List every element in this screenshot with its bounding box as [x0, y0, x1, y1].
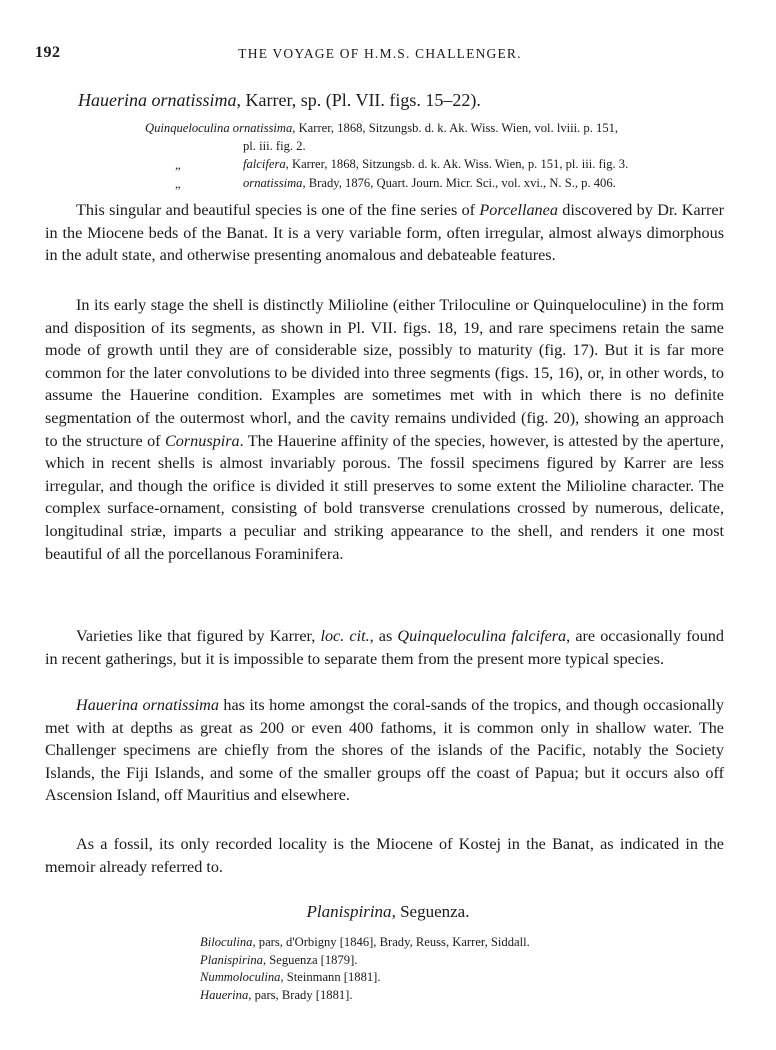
genus-authority: , Seguenza.: [391, 902, 470, 921]
synonym-reference: pl. iii. fig. 2.: [243, 139, 306, 153]
genus-synonym-entry: [200, 934, 530, 952]
ditto-mark: „: [175, 177, 181, 191]
text-run: In its early stage the shell is distinctly Milioline (either Triloculine or Quinqueloculine) in the form and disposition of its segments, as shown in Pl. VII. figs. 18, 19, and rare specimens retain the same mode of growth until they are of considerable size, possibly to maturity (fig. 17). But it is far more common for the later convolutions to be divided into three segments (figs. 15, 16), or, in other words, to assume the Hauerine condition. Examples are sometimes met with in which there is no definite segmentation of the outermost whorl, and the cavity remains undivided (fig. 20), showing an approach to the structure of: [45, 296, 724, 450]
text-run: discovered by Dr. Karrer in the Miocene beds of the Banat. It is a very variable form, often irregular, almost always dimorphous in the adult state, and otherwise presenting anomalous and debateable features.: [45, 201, 724, 265]
synonym-name: Hauerina: [200, 987, 249, 1002]
genus-synonym-entry: [200, 969, 530, 987]
genus-name: Planispirina: [306, 902, 392, 921]
text-run: , are occasionally found in recent gatherings, but it is impossible to separate them from the present more typical species.: [45, 627, 724, 668]
genus-name: Cornuspira: [164, 431, 240, 450]
text-run: has its home amongst the coral-sands of the tropics, and though occasionally met with at depths as great as 200 or even 400 fathoms, it is common only in shallow water. The Challenger specimens are chiefly from the shores of the islands of the Pacific, notably the Society Islands, the Fiji Islands, and some of the smaller groups off the coast of Papua; but it occurs also off Ascension Island, off Mauritius and elsewhere.: [45, 696, 724, 805]
ditto-mark: „: [175, 158, 181, 172]
synonym-name: Planispirina: [200, 952, 263, 967]
synonym-name: Biloculina: [200, 935, 253, 949]
genus-synonym-entry: [200, 952, 530, 970]
synonym-entry: [243, 176, 616, 191]
paragraph-varieties: [45, 625, 724, 670]
paragraph-fossil: [45, 833, 724, 878]
text-run: . The Hauerine affinity of the species, however, is attested by the aperture, which in recent shells is almost invariably porous. The fossil specimens figured by Karrer are less irregular, and though the orifice is divided it still preserves to some extent the Milioline character. The complex surface-ornament, consisting of bold transverse crenulations crossed by numerous, delicate, longitudinal striæ, imparts a peculiar and striking appearance to the shell, and renders it one most beautiful of all the porcellanous Foraminifera.: [45, 431, 724, 563]
synonym-name: Nummoloculina: [200, 970, 281, 984]
genus-name: Porcellanea: [479, 201, 558, 219]
paragraph-description: [45, 199, 724, 267]
synonym-continuation: [243, 139, 306, 154]
genus-synonym-entry: [200, 987, 530, 1005]
synonym-reference: , Karrer, 1868, Sitzungsb. d. k. Ak. Wiss. Wien, vol. lviii. p. 151,: [292, 121, 619, 135]
text-run: This singular and beautiful species is one of the fine series of: [76, 201, 480, 219]
page-header: [35, 44, 725, 66]
synonym-reference: , pars, d'Orbigny [1846], Brady, Reuss, Karrer, Siddall.: [252, 935, 530, 949]
synonym-name: Quinqueloculina ornatissima: [145, 121, 293, 135]
synonym-reference: , Karrer, 1868, Sitzungsb. d. k. Ak. Wiss. Wien, p. 151, pl. iii. fig. 3.: [285, 157, 629, 171]
paragraph-distribution: [45, 694, 724, 807]
text-run: Varieties like that figured by Karrer,: [76, 627, 321, 645]
synonym-reference: , Steinmann [1881].: [280, 970, 381, 984]
species-heading: [78, 90, 481, 111]
species-authority: , Karrer, sp. (Pl. VII. figs. 15–22).: [236, 90, 481, 110]
synonym-reference: , pars, Brady [1881].: [248, 987, 353, 1002]
text-run: , as: [369, 627, 398, 645]
running-title: THE VOYAGE OF H.M.S. CHALLENGER.: [238, 46, 522, 61]
species-name: Quinqueloculina falcifera: [397, 627, 567, 645]
synonym-name: ornatissima: [243, 176, 303, 190]
synonym-reference: , Brady, 1876, Quart. Journ. Micr. Sci., vol. xvi., N. S., p. 406.: [302, 176, 616, 190]
genus-synonymy-list: [200, 934, 530, 1004]
synonym-entry: [243, 157, 628, 172]
genus-heading: [0, 902, 776, 922]
paragraph-morphology: [45, 294, 724, 565]
synonym-name: falcifera: [243, 157, 286, 171]
synonym-reference: , Seguenza [1879].: [262, 952, 358, 967]
species-name: Hauerina ornatissima: [76, 696, 219, 714]
text-run: As a fossil, its only recorded locality is the Miocene of Kostej in the Banat, as indicated in the memoir already referred to.: [45, 835, 724, 876]
synonym-entry: [145, 121, 618, 136]
species-name: Hauerina ornatissima: [78, 90, 237, 110]
citation-abbrev: loc. cit.: [320, 627, 370, 645]
page-number: 192: [35, 44, 61, 61]
